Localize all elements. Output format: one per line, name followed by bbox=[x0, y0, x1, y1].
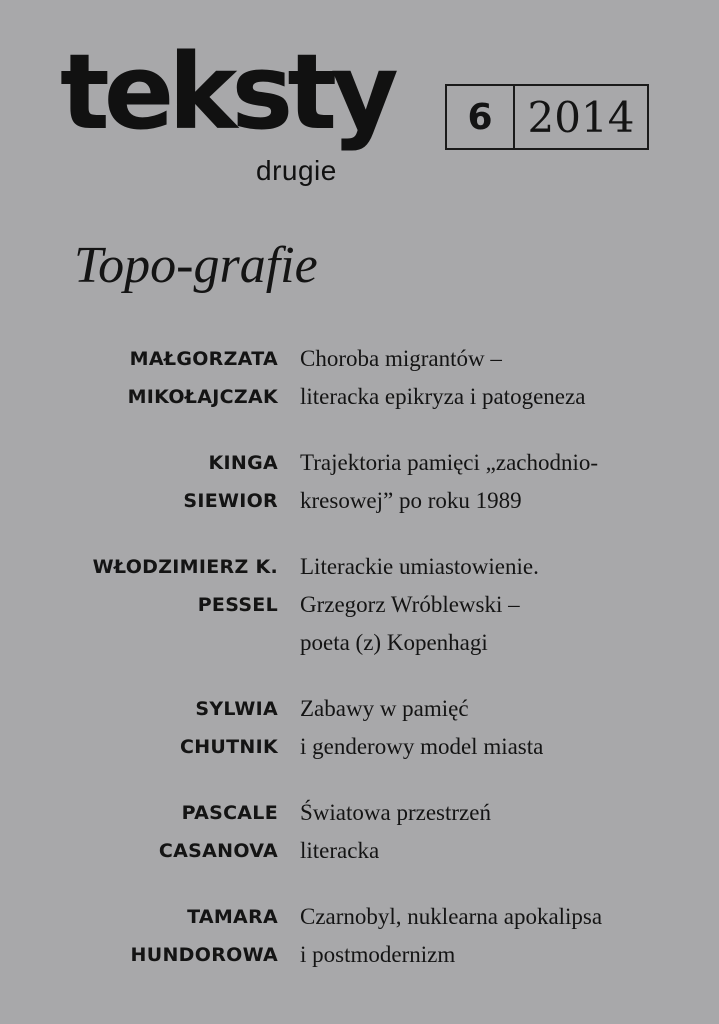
title-line: literacka bbox=[300, 838, 380, 863]
toc-entry bbox=[60, 548, 680, 662]
author-line: PESSEL bbox=[197, 594, 278, 616]
table-of-contents bbox=[60, 340, 680, 1002]
title-line: Światowa przestrzeń bbox=[300, 800, 491, 825]
title-line: i genderowy model miasta bbox=[300, 734, 544, 759]
title-line: Zabawy w pamięć bbox=[300, 696, 469, 721]
title-line: kresowej” po roku 1989 bbox=[300, 488, 522, 513]
toc-entry bbox=[60, 444, 680, 520]
author-line: MIKOŁAJCZAK bbox=[127, 386, 278, 408]
toc-author bbox=[60, 794, 278, 870]
author-line: PASCALE bbox=[181, 802, 278, 824]
author-line: CASANOVA bbox=[158, 840, 278, 862]
toc-entry bbox=[60, 898, 680, 974]
issue-number: 6 bbox=[447, 86, 515, 148]
toc-title bbox=[300, 548, 539, 662]
author-line: KINGA bbox=[208, 452, 278, 474]
toc-entry bbox=[60, 690, 680, 766]
toc-title bbox=[300, 690, 543, 766]
title-line: Grzegorz Wróblewski – bbox=[300, 592, 520, 617]
title-line: Czarnobyl, nuklearna apokalipsa bbox=[300, 904, 603, 929]
toc-title bbox=[300, 444, 598, 520]
issue-box bbox=[445, 84, 649, 150]
journal-logo-subtitle: drugie bbox=[256, 155, 337, 186]
author-line: HUNDOROWA bbox=[130, 944, 278, 966]
toc-author bbox=[60, 444, 278, 520]
toc-author bbox=[60, 690, 278, 766]
author-line: SYLWIA bbox=[195, 698, 278, 720]
author-line: CHUTNIK bbox=[179, 736, 278, 758]
title-line: Choroba migrantów – bbox=[300, 346, 502, 371]
title-line: Trajektoria pamięci „zachodnio- bbox=[300, 450, 599, 475]
author-line: SIEWIOR bbox=[183, 490, 278, 512]
title-line: i postmodernizm bbox=[300, 942, 456, 967]
author-line: TAMARA bbox=[187, 906, 278, 928]
toc-author bbox=[60, 548, 278, 662]
toc-title bbox=[300, 794, 491, 870]
title-line: Literackie umiastowienie. bbox=[300, 554, 539, 579]
title-line: poeta (z) Kopenhagi bbox=[300, 630, 488, 655]
masthead bbox=[60, 31, 660, 190]
author-line: WŁODZIMIERZ K. bbox=[92, 556, 278, 578]
title-line: literacka epikryza i patogeneza bbox=[300, 384, 586, 409]
toc-author bbox=[60, 340, 278, 416]
issue-year: 2014 bbox=[527, 92, 635, 142]
toc-title bbox=[300, 898, 602, 974]
toc-author bbox=[60, 898, 278, 974]
toc-entry bbox=[60, 340, 680, 416]
author-line: MAŁGORZATA bbox=[129, 348, 278, 370]
toc-entry bbox=[60, 794, 680, 870]
issue-theme: Topo-grafie bbox=[74, 237, 318, 294]
toc-title bbox=[300, 340, 585, 416]
journal-logo: teksty bbox=[60, 31, 393, 153]
